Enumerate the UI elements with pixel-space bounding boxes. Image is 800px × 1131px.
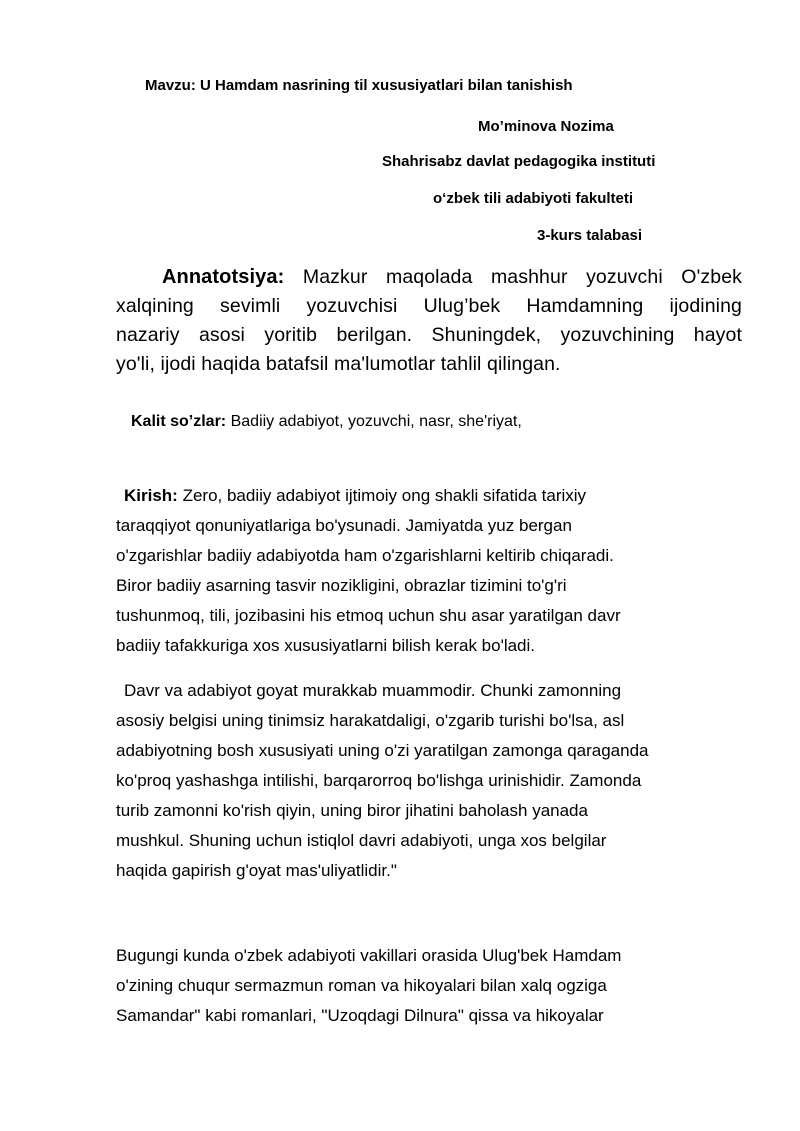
intro-line: o'zgarishlar badiiy adabiyotda ham o'zgarishlarni keltirib chiqaradi. <box>116 546 614 565</box>
annotation-paragraph <box>116 263 742 379</box>
paragraph-line: ko'proq yashashga intilishi, barqarorroq bo'lishga urinishidir. Zamonda <box>116 771 642 790</box>
annotation-line: nazariy asosi yoritib berilgan. Shuningdek, yozuvchining hayot <box>116 324 742 346</box>
annotation-label: Annatotsiya: <box>162 266 285 288</box>
paragraph-line: Bugungi kunda o'zbek adabiyoti vakillari orasida Ulug'bek Hamdam <box>116 946 622 965</box>
author-faculty: o‘zbek tili adabiyoti fakulteti <box>433 190 634 207</box>
author-institution: Shahrisabz davlat pedagogika instituti <box>382 153 656 170</box>
author-course: 3-kurs talabasi <box>537 227 643 244</box>
keywords-label: Kalit so’zlar: <box>131 413 227 430</box>
intro-label: Kirish: <box>124 486 178 505</box>
paragraph-line: Samandar" kabi romanlari, "Uzoqdagi Dilnura" qissa va hikoyalar <box>116 1006 604 1025</box>
paragraph-line: turib zamonni ko'rish qiyin, uning biror jihatini baholash yanada <box>116 801 588 820</box>
keywords-text: Badiiy adabiyot, yozuvchi, nasr, she'riyat, <box>230 413 522 430</box>
second-paragraph <box>116 676 756 886</box>
paragraph-line: adabiyotning bosh xususiyati uning o'zi yaratilgan zamonga qaraganda <box>116 741 649 760</box>
paragraph-line: haqida gapirish g'oyat mas'uliyatlidir." <box>116 861 397 880</box>
intro-line: badiiy tafakkuriga xos xususiyatlarni bilish kerak bo'ladi. <box>116 636 536 655</box>
article-title: Mavzu: U Hamdam nasrining til xususiyatlari bilan tanishish <box>145 77 573 94</box>
paragraph-line: mushkul. Shuning uchun istiqlol davri adabiyoti, unga xos belgilar <box>116 831 607 850</box>
intro-line: Biror badiiy asarning tasvir nozikligini, obrazlar tizimini to'g'ri <box>116 576 567 595</box>
paragraph-line: Davr va adabiyot goyat murakkab muammodir. Chunki zamonning <box>124 681 622 700</box>
annotation-line: yo'li, ijodi haqida batafsil ma'lumotlar tahlil qilingan. <box>116 353 561 375</box>
author-name: Mo’minova Nozima <box>478 118 614 135</box>
third-paragraph <box>116 941 756 1031</box>
intro-line: tushunmoq, tili, jozibasini his etmoq uchun shu asar yaratilgan davr <box>116 606 621 625</box>
intro-line: taraqqiyot qonuniyatlariga bo'ysunadi. Jamiyatda yuz bergan <box>116 516 572 535</box>
intro-paragraph <box>116 481 756 661</box>
paragraph-line: o'zining chuqur sermazmun roman va hikoyalari bilan xalq ogziga <box>116 976 607 995</box>
annotation-line: xalqining sevimli yozuvchisi Ulug’bek Hamdamning ijodining <box>116 295 742 317</box>
keywords-line <box>131 413 522 431</box>
paragraph-line: asosiy belgisi uning tinimsiz harakatdaligi, o'zgarib turishi bo'lsa, asl <box>116 711 625 730</box>
intro-line: Zero, badiiy adabiyot ijtimoiy ong shakli sifatida tarixiy <box>182 486 587 505</box>
annotation-line: Mazkur maqolada mashhur yozuvchi O'zbek <box>302 266 742 288</box>
